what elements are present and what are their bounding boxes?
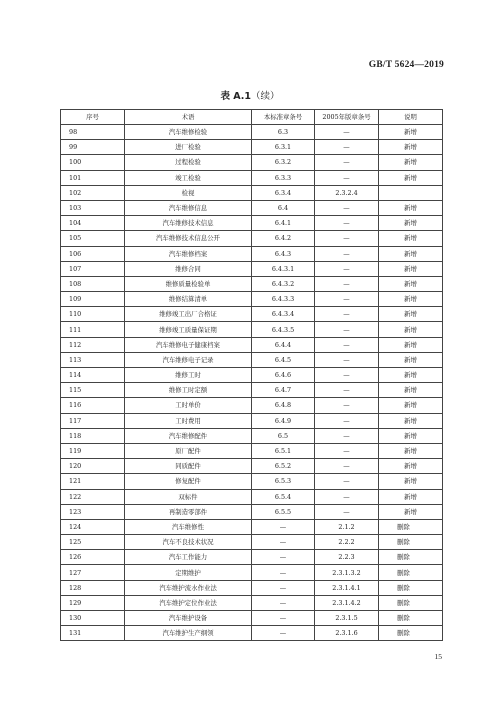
note: 新增 — [379, 428, 443, 443]
term: 汽车维修档案 — [125, 246, 252, 261]
table-row — [61, 489, 443, 504]
old-clause-number: — — [315, 337, 379, 352]
table-row — [61, 200, 443, 215]
term: 再制造零部件 — [125, 504, 252, 519]
note: 新增 — [379, 261, 443, 276]
row-number: 107 — [61, 261, 125, 276]
table-row — [61, 276, 443, 291]
table-row — [61, 292, 443, 307]
note: 新增 — [379, 276, 443, 291]
note: 删除 — [379, 611, 443, 626]
clause-number: — — [252, 595, 315, 610]
row-number: 106 — [61, 246, 125, 261]
row-number: 125 — [61, 535, 125, 550]
table-row — [61, 368, 443, 383]
old-clause-number: 2.2.2 — [315, 535, 379, 550]
note: 新增 — [379, 459, 443, 474]
clause-number: — — [252, 519, 315, 534]
table-row — [61, 565, 443, 580]
old-clause-number: — — [315, 443, 379, 458]
old-clause-number: — — [315, 428, 379, 443]
old-clause-number: — — [315, 125, 379, 140]
clause-number: 6.5.2 — [252, 459, 315, 474]
note: 新增 — [379, 246, 443, 261]
row-number: 122 — [61, 489, 125, 504]
row-number: 116 — [61, 398, 125, 413]
row-number: 117 — [61, 413, 125, 428]
note — [379, 185, 443, 200]
old-clause-number: 2.3.2.4 — [315, 185, 379, 200]
term: 检视 — [125, 185, 252, 200]
old-clause-number: — — [315, 292, 379, 307]
clause-number: 6.5.5 — [252, 504, 315, 519]
note: 新增 — [379, 383, 443, 398]
note: 新增 — [379, 443, 443, 458]
old-clause-number: 2.1.2 — [315, 519, 379, 534]
old-clause-number: — — [315, 216, 379, 231]
table-row — [61, 519, 443, 534]
term: 工时费用 — [125, 413, 252, 428]
table-row — [61, 216, 443, 231]
table-row — [61, 443, 443, 458]
term: 原厂配件 — [125, 443, 252, 458]
table-row — [61, 550, 443, 565]
old-clause-number: 2.3.1.4.1 — [315, 580, 379, 595]
term: 汽车维护设备 — [125, 611, 252, 626]
note: 新增 — [379, 398, 443, 413]
term: 汽车维修技术信息 — [125, 216, 252, 231]
note: 删除 — [379, 580, 443, 595]
row-number: 118 — [61, 428, 125, 443]
table-row — [61, 170, 443, 185]
row-number: 120 — [61, 459, 125, 474]
term: 同质配件 — [125, 459, 252, 474]
clause-number: 6.4.3.4 — [252, 307, 315, 322]
old-clause-number: — — [315, 413, 379, 428]
note: 新增 — [379, 140, 443, 155]
clause-number: 6.5.1 — [252, 443, 315, 458]
clause-number: — — [252, 611, 315, 626]
caption-continued: （续） — [251, 91, 280, 102]
row-number: 115 — [61, 383, 125, 398]
term: 竣工检验 — [125, 170, 252, 185]
row-number: 121 — [61, 474, 125, 489]
clause-number: 6.3 — [252, 125, 315, 140]
term: 双标件 — [125, 489, 252, 504]
note: 新增 — [379, 474, 443, 489]
table-row — [61, 383, 443, 398]
clause-number: 6.4 — [252, 200, 315, 215]
term: 汽车维护生产纲领 — [125, 626, 252, 641]
clause-number: 6.3.3 — [252, 170, 315, 185]
term: 维修质量检验单 — [125, 276, 252, 291]
note: 新增 — [379, 322, 443, 337]
table-caption — [0, 88, 500, 102]
row-number: 114 — [61, 368, 125, 383]
row-number: 108 — [61, 276, 125, 291]
term: 汽车维修检验 — [125, 125, 252, 140]
clause-number: 6.5.4 — [252, 489, 315, 504]
row-number: 119 — [61, 443, 125, 458]
row-number: 130 — [61, 611, 125, 626]
row-number: 129 — [61, 595, 125, 610]
old-clause-number: — — [315, 170, 379, 185]
terms-table — [60, 109, 443, 641]
table-row — [61, 474, 443, 489]
term: 维修工时定额 — [125, 383, 252, 398]
term: 维修结算清单 — [125, 292, 252, 307]
clause-number: 6.4.9 — [252, 413, 315, 428]
clause-number: 6.4.3.5 — [252, 322, 315, 337]
old-clause-number: — — [315, 474, 379, 489]
row-number: 124 — [61, 519, 125, 534]
note: 新增 — [379, 292, 443, 307]
note: 删除 — [379, 519, 443, 534]
old-clause-number: 2.3.1.3.2 — [315, 565, 379, 580]
table-row — [61, 398, 443, 413]
old-clause-number: — — [315, 352, 379, 367]
row-number: 100 — [61, 155, 125, 170]
note: 新增 — [379, 200, 443, 215]
table-row — [61, 595, 443, 610]
column-header-no: 序号 — [61, 110, 125, 125]
term: 定期维护 — [125, 565, 252, 580]
clause-number: 6.4.4 — [252, 337, 315, 352]
note: 新增 — [379, 352, 443, 367]
note: 新增 — [379, 337, 443, 352]
term: 汽车维护定位作业法 — [125, 595, 252, 610]
old-clause-number: — — [315, 383, 379, 398]
note: 新增 — [379, 504, 443, 519]
note: 删除 — [379, 595, 443, 610]
old-clause-number: — — [315, 261, 379, 276]
old-clause-number: — — [315, 368, 379, 383]
term: 维修工时 — [125, 368, 252, 383]
note: 新增 — [379, 216, 443, 231]
table-row — [61, 535, 443, 550]
term: 修复配件 — [125, 474, 252, 489]
table-row — [61, 185, 443, 200]
table-header-row — [61, 110, 443, 125]
note: 新增 — [379, 170, 443, 185]
clause-number: — — [252, 535, 315, 550]
clause-number: — — [252, 550, 315, 565]
clause-number: — — [252, 565, 315, 580]
row-number: 101 — [61, 170, 125, 185]
term: 维修竣工出厂合格证 — [125, 307, 252, 322]
term: 过程检验 — [125, 155, 252, 170]
note: 删除 — [379, 550, 443, 565]
row-number: 104 — [61, 216, 125, 231]
column-header-old-clause: 2005年版章条号 — [315, 110, 379, 125]
note: 新增 — [379, 155, 443, 170]
clause-number: 6.4.3.2 — [252, 276, 315, 291]
row-number: 127 — [61, 565, 125, 580]
old-clause-number: 2.3.1.6 — [315, 626, 379, 641]
clause-number: 6.4.3.3 — [252, 292, 315, 307]
table-row — [61, 307, 443, 322]
row-number: 102 — [61, 185, 125, 200]
column-header-term: 术语 — [125, 110, 252, 125]
table-row — [61, 428, 443, 443]
note: 新增 — [379, 307, 443, 322]
column-header-clause: 本标准章条号 — [252, 110, 315, 125]
row-number: 103 — [61, 200, 125, 215]
table-row — [61, 246, 443, 261]
term: 汽车维修信息 — [125, 200, 252, 215]
term: 汽车维修性 — [125, 519, 252, 534]
old-clause-number: — — [315, 459, 379, 474]
row-number: 111 — [61, 322, 125, 337]
row-number: 123 — [61, 504, 125, 519]
table-row — [61, 611, 443, 626]
old-clause-number: — — [315, 231, 379, 246]
old-clause-number: — — [315, 246, 379, 261]
old-clause-number: 2.3.1.5 — [315, 611, 379, 626]
term: 进厂检验 — [125, 140, 252, 155]
standard-number: GB/T 5624—2019 — [368, 60, 444, 70]
term: 汽车工作能力 — [125, 550, 252, 565]
table-body — [61, 125, 443, 641]
old-clause-number: 2.3.1.4.2 — [315, 595, 379, 610]
old-clause-number: — — [315, 398, 379, 413]
table-row — [61, 459, 443, 474]
old-clause-number: — — [315, 489, 379, 504]
caption-label: 表 A.1 — [220, 91, 252, 102]
table-row — [61, 504, 443, 519]
old-clause-number: 2.2.3 — [315, 550, 379, 565]
row-number: 99 — [61, 140, 125, 155]
clause-number: 6.4.7 — [252, 383, 315, 398]
term: 汽车不良技术状况 — [125, 535, 252, 550]
old-clause-number: — — [315, 322, 379, 337]
note: 删除 — [379, 565, 443, 580]
row-number: 109 — [61, 292, 125, 307]
row-number: 113 — [61, 352, 125, 367]
clause-number: 6.4.3.1 — [252, 261, 315, 276]
row-number: 112 — [61, 337, 125, 352]
clause-number: — — [252, 580, 315, 595]
term: 工时单价 — [125, 398, 252, 413]
table-row — [61, 155, 443, 170]
clause-number: 6.4.3 — [252, 246, 315, 261]
note: 新增 — [379, 231, 443, 246]
row-number: 128 — [61, 580, 125, 595]
clause-number: 6.4.2 — [252, 231, 315, 246]
clause-number: 6.3.2 — [252, 155, 315, 170]
term: 汽车维修电子记录 — [125, 352, 252, 367]
column-header-note: 说明 — [379, 110, 443, 125]
note: 新增 — [379, 413, 443, 428]
clause-number: 6.5 — [252, 428, 315, 443]
note: 新增 — [379, 368, 443, 383]
term: 汽车维修配件 — [125, 428, 252, 443]
term: 汽车维修技术信息公开 — [125, 231, 252, 246]
old-clause-number: — — [315, 504, 379, 519]
note: 新增 — [379, 125, 443, 140]
old-clause-number: — — [315, 200, 379, 215]
table-row — [61, 322, 443, 337]
clause-number: 6.4.8 — [252, 398, 315, 413]
note: 删除 — [379, 535, 443, 550]
table-row — [61, 580, 443, 595]
old-clause-number: — — [315, 276, 379, 291]
clause-number: 6.4.6 — [252, 368, 315, 383]
clause-number: 6.3.4 — [252, 185, 315, 200]
table-row — [61, 231, 443, 246]
term: 汽车维修电子健康档案 — [125, 337, 252, 352]
row-number: 131 — [61, 626, 125, 641]
old-clause-number: — — [315, 307, 379, 322]
term: 维修合同 — [125, 261, 252, 276]
table-row — [61, 140, 443, 155]
table-row — [61, 337, 443, 352]
row-number: 105 — [61, 231, 125, 246]
clause-number: 6.4.1 — [252, 216, 315, 231]
table-row — [61, 125, 443, 140]
table-row — [61, 626, 443, 641]
clause-number: 6.5.3 — [252, 474, 315, 489]
term: 维修竣工质量保证期 — [125, 322, 252, 337]
clause-number: 6.4.5 — [252, 352, 315, 367]
table-row — [61, 261, 443, 276]
note: 新增 — [379, 489, 443, 504]
old-clause-number: — — [315, 140, 379, 155]
row-number: 126 — [61, 550, 125, 565]
term: 汽车维护流水作业法 — [125, 580, 252, 595]
row-number: 98 — [61, 125, 125, 140]
page-number: 15 — [434, 652, 442, 661]
row-number: 110 — [61, 307, 125, 322]
clause-number: 6.3.1 — [252, 140, 315, 155]
note: 删除 — [379, 626, 443, 641]
clause-number: — — [252, 626, 315, 641]
table-row — [61, 413, 443, 428]
old-clause-number: — — [315, 155, 379, 170]
table-row — [61, 352, 443, 367]
